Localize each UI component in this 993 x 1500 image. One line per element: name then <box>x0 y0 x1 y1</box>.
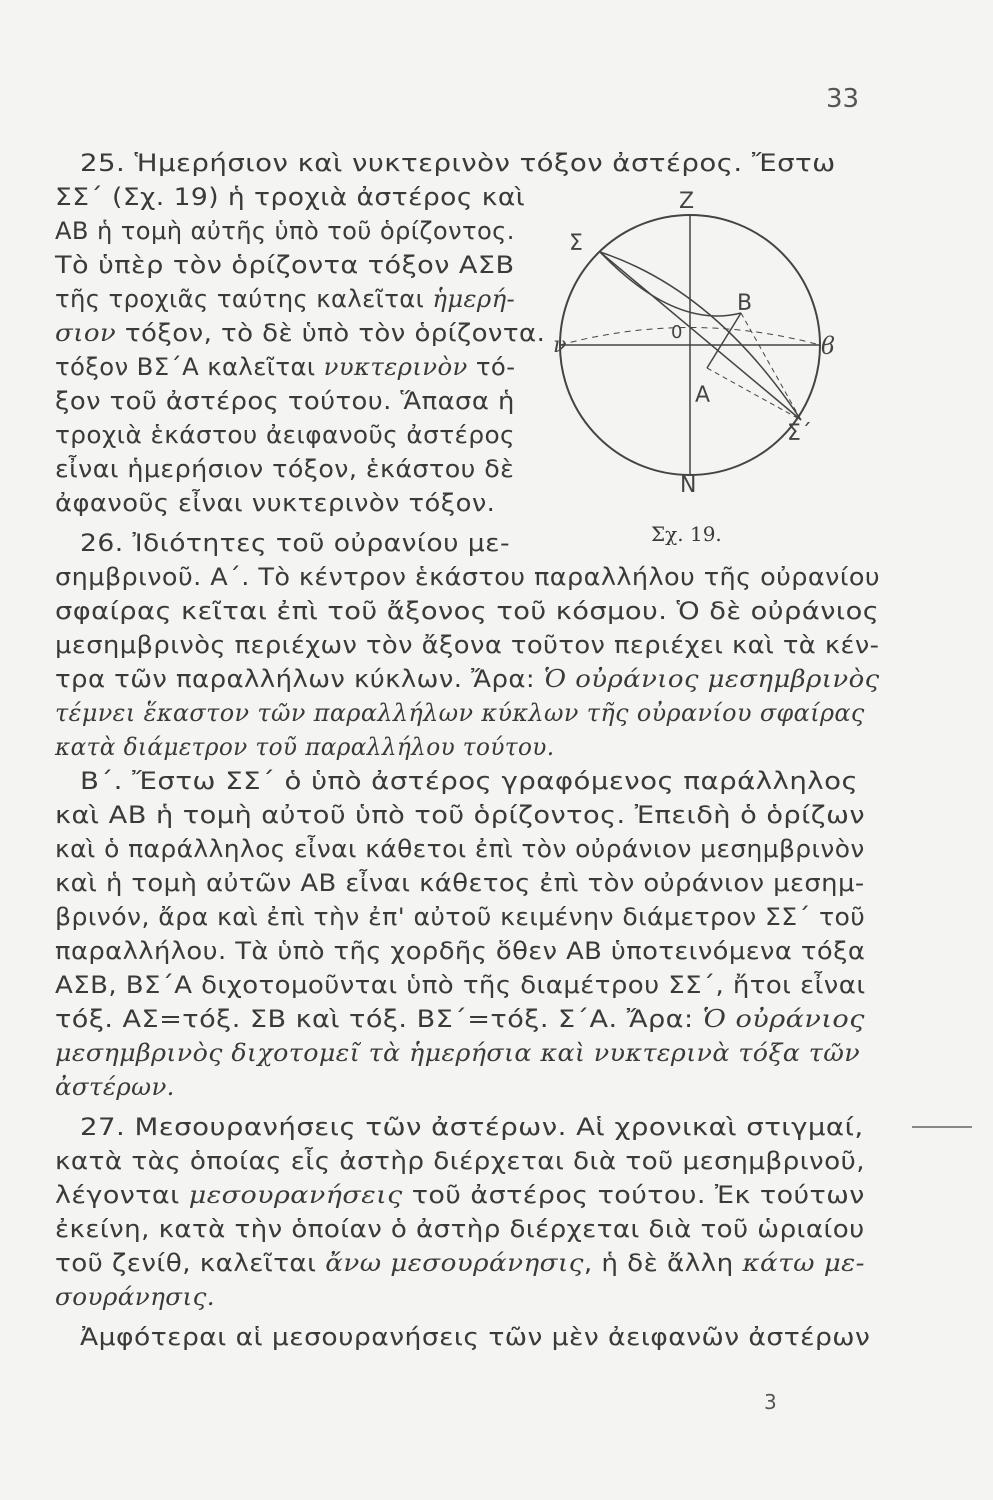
text-segment: ξον τοῦ ἀστέρος τούτου. Ἅπασα ἡ <box>55 387 515 415</box>
text-line <box>55 664 880 694</box>
text-segment: ΑΒ ἡ τομὴ αὐτῆς ὑπὸ τοῦ ὁρίζοντος. <box>55 217 515 245</box>
label-b: Β <box>737 291 753 316</box>
text-segment: καὶ ἡ τομὴ αὐτῶν ΑΒ εἶναι κάθετος ἐπὶ τὸν οὐράνιον μεσημ- <box>55 869 865 897</box>
text-segment: 26. Ἰδιότητες τοῦ οὐρανίου με- <box>80 529 511 557</box>
text-segment: , ἡ δὲ ἄλλη <box>583 1249 743 1277</box>
text-line <box>55 1146 865 1176</box>
text-segment: Β΄. Ἔστω ΣΣ΄ ὁ ὑπὸ ἀστέρος γραφόμενος παράλληλος <box>80 767 859 795</box>
text-line <box>55 182 525 212</box>
figure-caption: Σχ. 19. <box>651 522 722 546</box>
label-zenith: Z <box>679 189 695 214</box>
label-beta-script: ϐ <box>821 332 835 360</box>
text-line <box>80 528 510 558</box>
label-a: Α <box>695 383 711 408</box>
italic-text: κάτω με- <box>742 1249 865 1277</box>
italic-text: σουράνησις. <box>55 1283 216 1311</box>
label-nu: ν <box>553 333 567 358</box>
text-line <box>55 630 879 660</box>
text-segment: ἐκείνη, κατὰ τὴν ὁποίαν ὁ ἀστὴρ διέρχεται διὰ τοῦ ὡριαίου <box>55 1215 865 1243</box>
text-segment: μεσημβρινὸς περιέχων τὸν ἄξονα τοῦτον περιέχει καὶ τὰ κέν- <box>55 631 880 659</box>
text-line <box>55 488 495 518</box>
italic-text: μεσημβρινὸς διχοτομεῖ τὰ ἡμερήσια καὶ νυκτερινὰ τόξα τῶν <box>55 1039 861 1067</box>
text-line <box>55 902 865 932</box>
italic-text: Ὁ οὐράνιος <box>702 1005 865 1033</box>
label-sigma-prime: Σ΄ <box>787 421 812 446</box>
text-segment: ἀφανοῦς εἶναι νυκτερινὸν τόξον. <box>55 489 496 517</box>
text-line <box>55 800 865 830</box>
label-o: 0 <box>671 322 683 343</box>
text-segment: τρα τῶν παραλλήλων κύκλων. Ἄρα: <box>55 665 544 693</box>
text-line <box>55 1282 215 1312</box>
day-arc <box>600 252 741 316</box>
text-segment: 25. Ἡμερήσιον καὶ νυκτερινὸν τόξον ἀστέρος. Ἔστω <box>80 149 836 177</box>
text-line <box>55 386 515 416</box>
text-line <box>55 318 545 348</box>
text-line <box>55 732 555 762</box>
text-segment: τοῦ ἀστέρος τούτου. Ἐκ τούτων <box>402 1181 865 1209</box>
italic-text: ἡμερή- <box>432 285 516 313</box>
text-line <box>55 1180 865 1210</box>
label-sigma: Σ <box>569 231 583 256</box>
italic-text: σιον <box>55 319 117 347</box>
text-segment: καὶ ΑΒ ἡ τομὴ αὐτοῦ ὑπὸ τοῦ ὁρίζοντος. Ἐπειδὴ ὁ ὁρίζων <box>55 801 865 829</box>
italic-text: κατὰ διάμετρον τοῦ παραλλήλου τούτου. <box>55 733 555 761</box>
text-line <box>55 454 514 484</box>
italic-text: Ὁ οὐράνιος μεσημβρινὸς <box>543 665 880 693</box>
page-number: 33 <box>826 84 860 114</box>
text-line <box>55 216 515 246</box>
text-line <box>55 936 865 966</box>
text-segment: ΣΣ΄ (Σχ. 19) ἡ τροχιὰ ἀστέρος καὶ <box>55 183 526 211</box>
text-line <box>55 1248 865 1278</box>
text-segment: ΑΣΒ, ΒΣ΄Α διχοτομοῦνται ὑπὸ τῆς διαμέτρου ΣΣ΄, ἤτοι εἶναι <box>55 971 866 999</box>
celestial-sphere-figure <box>553 180 865 498</box>
text-line <box>55 834 865 864</box>
text-line <box>55 250 515 280</box>
italic-text: ἀστέρων. <box>55 1073 175 1101</box>
text-segment: 27. Μεσουρανήσεις τῶν ἀστέρων. Αἱ χρονικαὶ στιγμαί, <box>80 1113 864 1141</box>
italic-text: ἄνω μεσουράνησις <box>325 1249 584 1277</box>
label-nadir: N <box>680 473 697 498</box>
text-segment: τῆς τροχιᾶς ταύτης καλεῖται <box>55 285 433 313</box>
text-segment: τό- <box>467 353 516 381</box>
text-segment: τόξον ΒΣ΄Α καλεῖται <box>55 353 324 381</box>
text-segment: τόξον, τὸ δὲ ὑπὸ τὸν ὁρίζοντα. <box>116 319 546 347</box>
italic-text: τέμνει ἕκαστον τῶν παραλλήλων κύκλων τῆς οὐρανίου σφαίρας <box>55 699 865 727</box>
text-segment: τροχιὰ ἑκάστου ἀειφανοῦς ἀστέρος <box>55 421 515 449</box>
text-segment: λέγονται <box>55 1181 189 1209</box>
text-segment: εἶναι ἡμερήσιον τόξον, ἑκάστου δὲ <box>55 455 515 483</box>
text-segment: κατὰ τὰς ὁποίας εἷς ἀστὴρ διέρχεται διὰ τοῦ μεσημβρινοῦ, <box>55 1147 865 1175</box>
text-segment: καὶ ὁ παράλληλος εἶναι κάθετοι ἐπὶ τὸν οὐράνιον μεσημβρινὸν <box>55 835 865 863</box>
text-segment: Ἀμφότεραι αἱ μεσουρανήσεις τῶν μὲν ἀειφανῶν ἀστέρων <box>80 1323 871 1351</box>
text-line <box>55 420 515 450</box>
text-line <box>55 970 866 1000</box>
text-line <box>55 284 515 314</box>
text-segment: σημβρινοῦ. Α΄. Τὸ κέντρον ἑκάστου παραλλήλου τῆς οὐρανίου <box>55 563 881 591</box>
text-line <box>55 1072 175 1102</box>
text-line <box>55 1004 865 1034</box>
text-segment: παραλλήλου. Τὰ ὑπὸ τῆς χορδῆς ὅθεν ΑΒ ὑποτεινόμενα τόξα <box>55 937 866 965</box>
text-line <box>80 148 836 178</box>
text-segment: Τὸ ὑπὲρ τὸν ὁρίζοντα τόξον ΑΣΒ <box>55 251 515 279</box>
text-line <box>80 1112 864 1142</box>
text-line <box>55 352 515 382</box>
text-segment: βρινόν, ἄρα καὶ ἐπὶ τὴν ἐπ' αὐτοῦ κειμένην διάμετρον ΣΣ΄ τοῦ <box>55 903 866 931</box>
text-line <box>80 1322 870 1352</box>
text-line <box>55 1038 860 1068</box>
text-segment: τόξ. ΑΣ=τόξ. ΣΒ καὶ τόξ. ΒΣ΄=τόξ. Σ΄Α. Ἄρα: <box>55 1005 703 1033</box>
margin-dash <box>912 1126 972 1128</box>
text-line <box>80 766 858 796</box>
italic-text: μεσουρανήσεις <box>188 1181 403 1209</box>
text-line <box>55 698 865 728</box>
italic-text: νυκτερινὸν <box>323 353 468 381</box>
text-segment: σφαίρας κεῖται ἐπὶ τοῦ ἄξονος τοῦ κόσμου. Ὁ δὲ οὐράνιος <box>55 597 880 625</box>
text-line <box>55 596 879 626</box>
text-segment: τοῦ ζενίθ, καλεῖται <box>55 1249 326 1277</box>
footer-mark: 3 <box>764 1390 777 1414</box>
text-line <box>55 562 880 592</box>
chord-ab <box>707 313 741 368</box>
text-line <box>55 868 865 898</box>
text-line <box>55 1214 865 1244</box>
